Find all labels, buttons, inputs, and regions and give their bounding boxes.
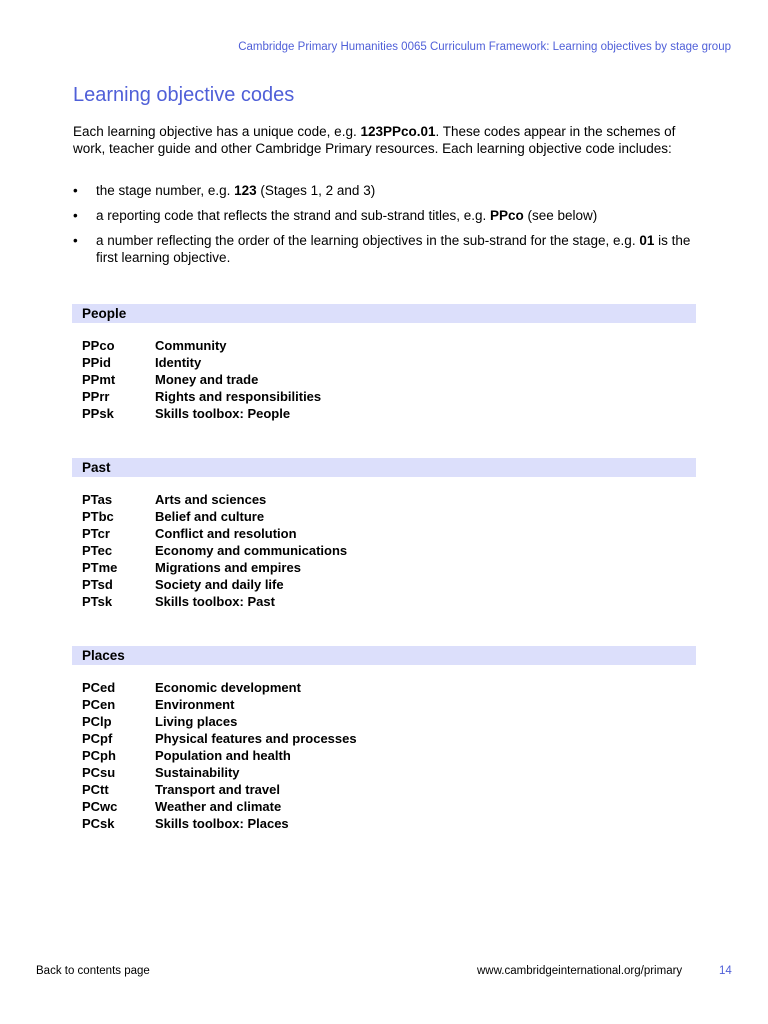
code-cell: PCpf xyxy=(82,731,113,746)
section-places xyxy=(72,646,696,832)
page-title: Learning objective codes xyxy=(73,84,295,106)
code-parts-list xyxy=(73,182,703,274)
label-cell: Arts and sciences xyxy=(155,492,267,507)
code-cell: PTsd xyxy=(82,577,113,592)
label-cell: Skills toolbox: People xyxy=(155,406,291,421)
table-row xyxy=(72,798,696,815)
code-cell: PPsk xyxy=(82,406,114,421)
table-row xyxy=(72,354,696,371)
table-row xyxy=(72,815,696,832)
label-cell: Migrations and empires xyxy=(155,560,301,575)
code-cell: PClp xyxy=(82,714,112,729)
label-cell: Economy and communications xyxy=(155,543,348,558)
code-cell: PTsk xyxy=(82,594,113,609)
bullet-text-end: is the first learning objective. xyxy=(96,233,691,265)
code-table xyxy=(72,491,696,610)
section-people xyxy=(72,304,696,422)
label-cell: Conflict and resolution xyxy=(155,526,297,541)
intro-text-start: Each learning objective has a unique code, e.g. xyxy=(73,124,361,139)
bullet-bold: 01 xyxy=(639,233,655,248)
label-cell: Skills toolbox: Places xyxy=(155,816,289,831)
code-cell: PCsk xyxy=(82,816,115,831)
code-cell: PPrr xyxy=(82,389,110,404)
label-cell: Society and daily life xyxy=(155,577,284,592)
code-table xyxy=(72,337,696,422)
bullet-bold: PPco xyxy=(489,208,524,223)
section-heading: Past xyxy=(72,458,696,477)
bullet-text-end: (see below) xyxy=(523,208,598,223)
table-row xyxy=(72,747,696,764)
table-row xyxy=(72,593,696,610)
code-cell: PCtt xyxy=(82,782,109,797)
code-cell: PPmt xyxy=(82,372,116,387)
running-header: Cambridge Primary Humanities 0065 Curriculum Framework: Learning objectives by stage group xyxy=(238,41,731,53)
table-row xyxy=(72,559,696,576)
table-row xyxy=(72,491,696,508)
intro-example-code: 123PPco.01 xyxy=(360,124,436,139)
code-cell: PPco xyxy=(82,338,115,353)
table-row xyxy=(72,713,696,730)
code-cell: PTme xyxy=(82,560,118,575)
table-row xyxy=(72,764,696,781)
code-cell: PCen xyxy=(82,697,116,712)
bullet-icon: • xyxy=(73,233,78,248)
code-cell: PCed xyxy=(82,680,116,695)
label-cell: Rights and responsibilities xyxy=(155,389,322,404)
bullet-text-end: (Stages 1, 2 and 3) xyxy=(256,183,376,198)
code-cell: PTcr xyxy=(82,526,110,541)
bullet-bold: 123 xyxy=(234,183,257,198)
website-link[interactable]: www.cambridgeinternational.org/primary xyxy=(477,965,683,977)
section-past xyxy=(72,458,696,610)
code-cell: PCwc xyxy=(82,799,118,814)
label-cell: Skills toolbox: Past xyxy=(155,594,275,609)
table-row xyxy=(72,405,696,422)
label-cell: Sustainability xyxy=(155,765,240,780)
bullet-text: a reporting code that reflects the strand and sub-strand titles, e.g. xyxy=(96,208,490,223)
code-cell: PTas xyxy=(82,492,113,507)
label-cell: Belief and culture xyxy=(155,509,265,524)
label-cell: Transport and travel xyxy=(155,782,280,797)
label-cell: Community xyxy=(155,338,227,353)
table-row xyxy=(72,388,696,405)
table-row xyxy=(72,542,696,559)
list-item xyxy=(73,182,703,199)
code-cell: PTec xyxy=(82,543,113,558)
code-table xyxy=(72,679,696,832)
code-cell: PCph xyxy=(82,748,116,763)
intro-text-end: . These codes appear in the schemes of work, teacher guide and other Cambridge Primary resources. Each learning objective code includes: xyxy=(73,124,676,156)
label-cell: Weather and climate xyxy=(155,799,282,814)
table-row xyxy=(72,679,696,696)
bullet-icon: • xyxy=(73,183,78,198)
back-to-contents-link[interactable]: Back to contents page xyxy=(36,965,150,977)
intro-paragraph xyxy=(73,123,703,157)
label-cell: Physical features and processes xyxy=(155,731,357,746)
code-cell: PPid xyxy=(82,355,111,370)
table-row xyxy=(72,781,696,798)
bullet-icon: • xyxy=(73,208,78,223)
section-heading: Places xyxy=(72,646,696,665)
label-cell: Living places xyxy=(155,714,238,729)
label-cell: Environment xyxy=(155,697,235,712)
table-row xyxy=(72,525,696,542)
bullet-text: a number reflecting the order of the learning objectives in the sub-strand for the stage, e.g. xyxy=(96,233,640,248)
table-row xyxy=(72,576,696,593)
section-heading: People xyxy=(72,304,696,323)
list-item xyxy=(73,207,703,224)
label-cell: Identity xyxy=(155,355,202,370)
label-cell: Population and health xyxy=(155,748,291,763)
table-row xyxy=(72,508,696,525)
table-row xyxy=(72,371,696,388)
table-row xyxy=(72,730,696,747)
table-row xyxy=(72,337,696,354)
code-cell: PCsu xyxy=(82,765,116,780)
code-cell: PTbc xyxy=(82,509,114,524)
bullet-text: the stage number, e.g. xyxy=(96,183,235,198)
page-number: 14 xyxy=(719,965,732,977)
list-item xyxy=(73,232,703,266)
label-cell: Money and trade xyxy=(155,372,259,387)
label-cell: Economic development xyxy=(155,680,301,695)
table-row xyxy=(72,696,696,713)
